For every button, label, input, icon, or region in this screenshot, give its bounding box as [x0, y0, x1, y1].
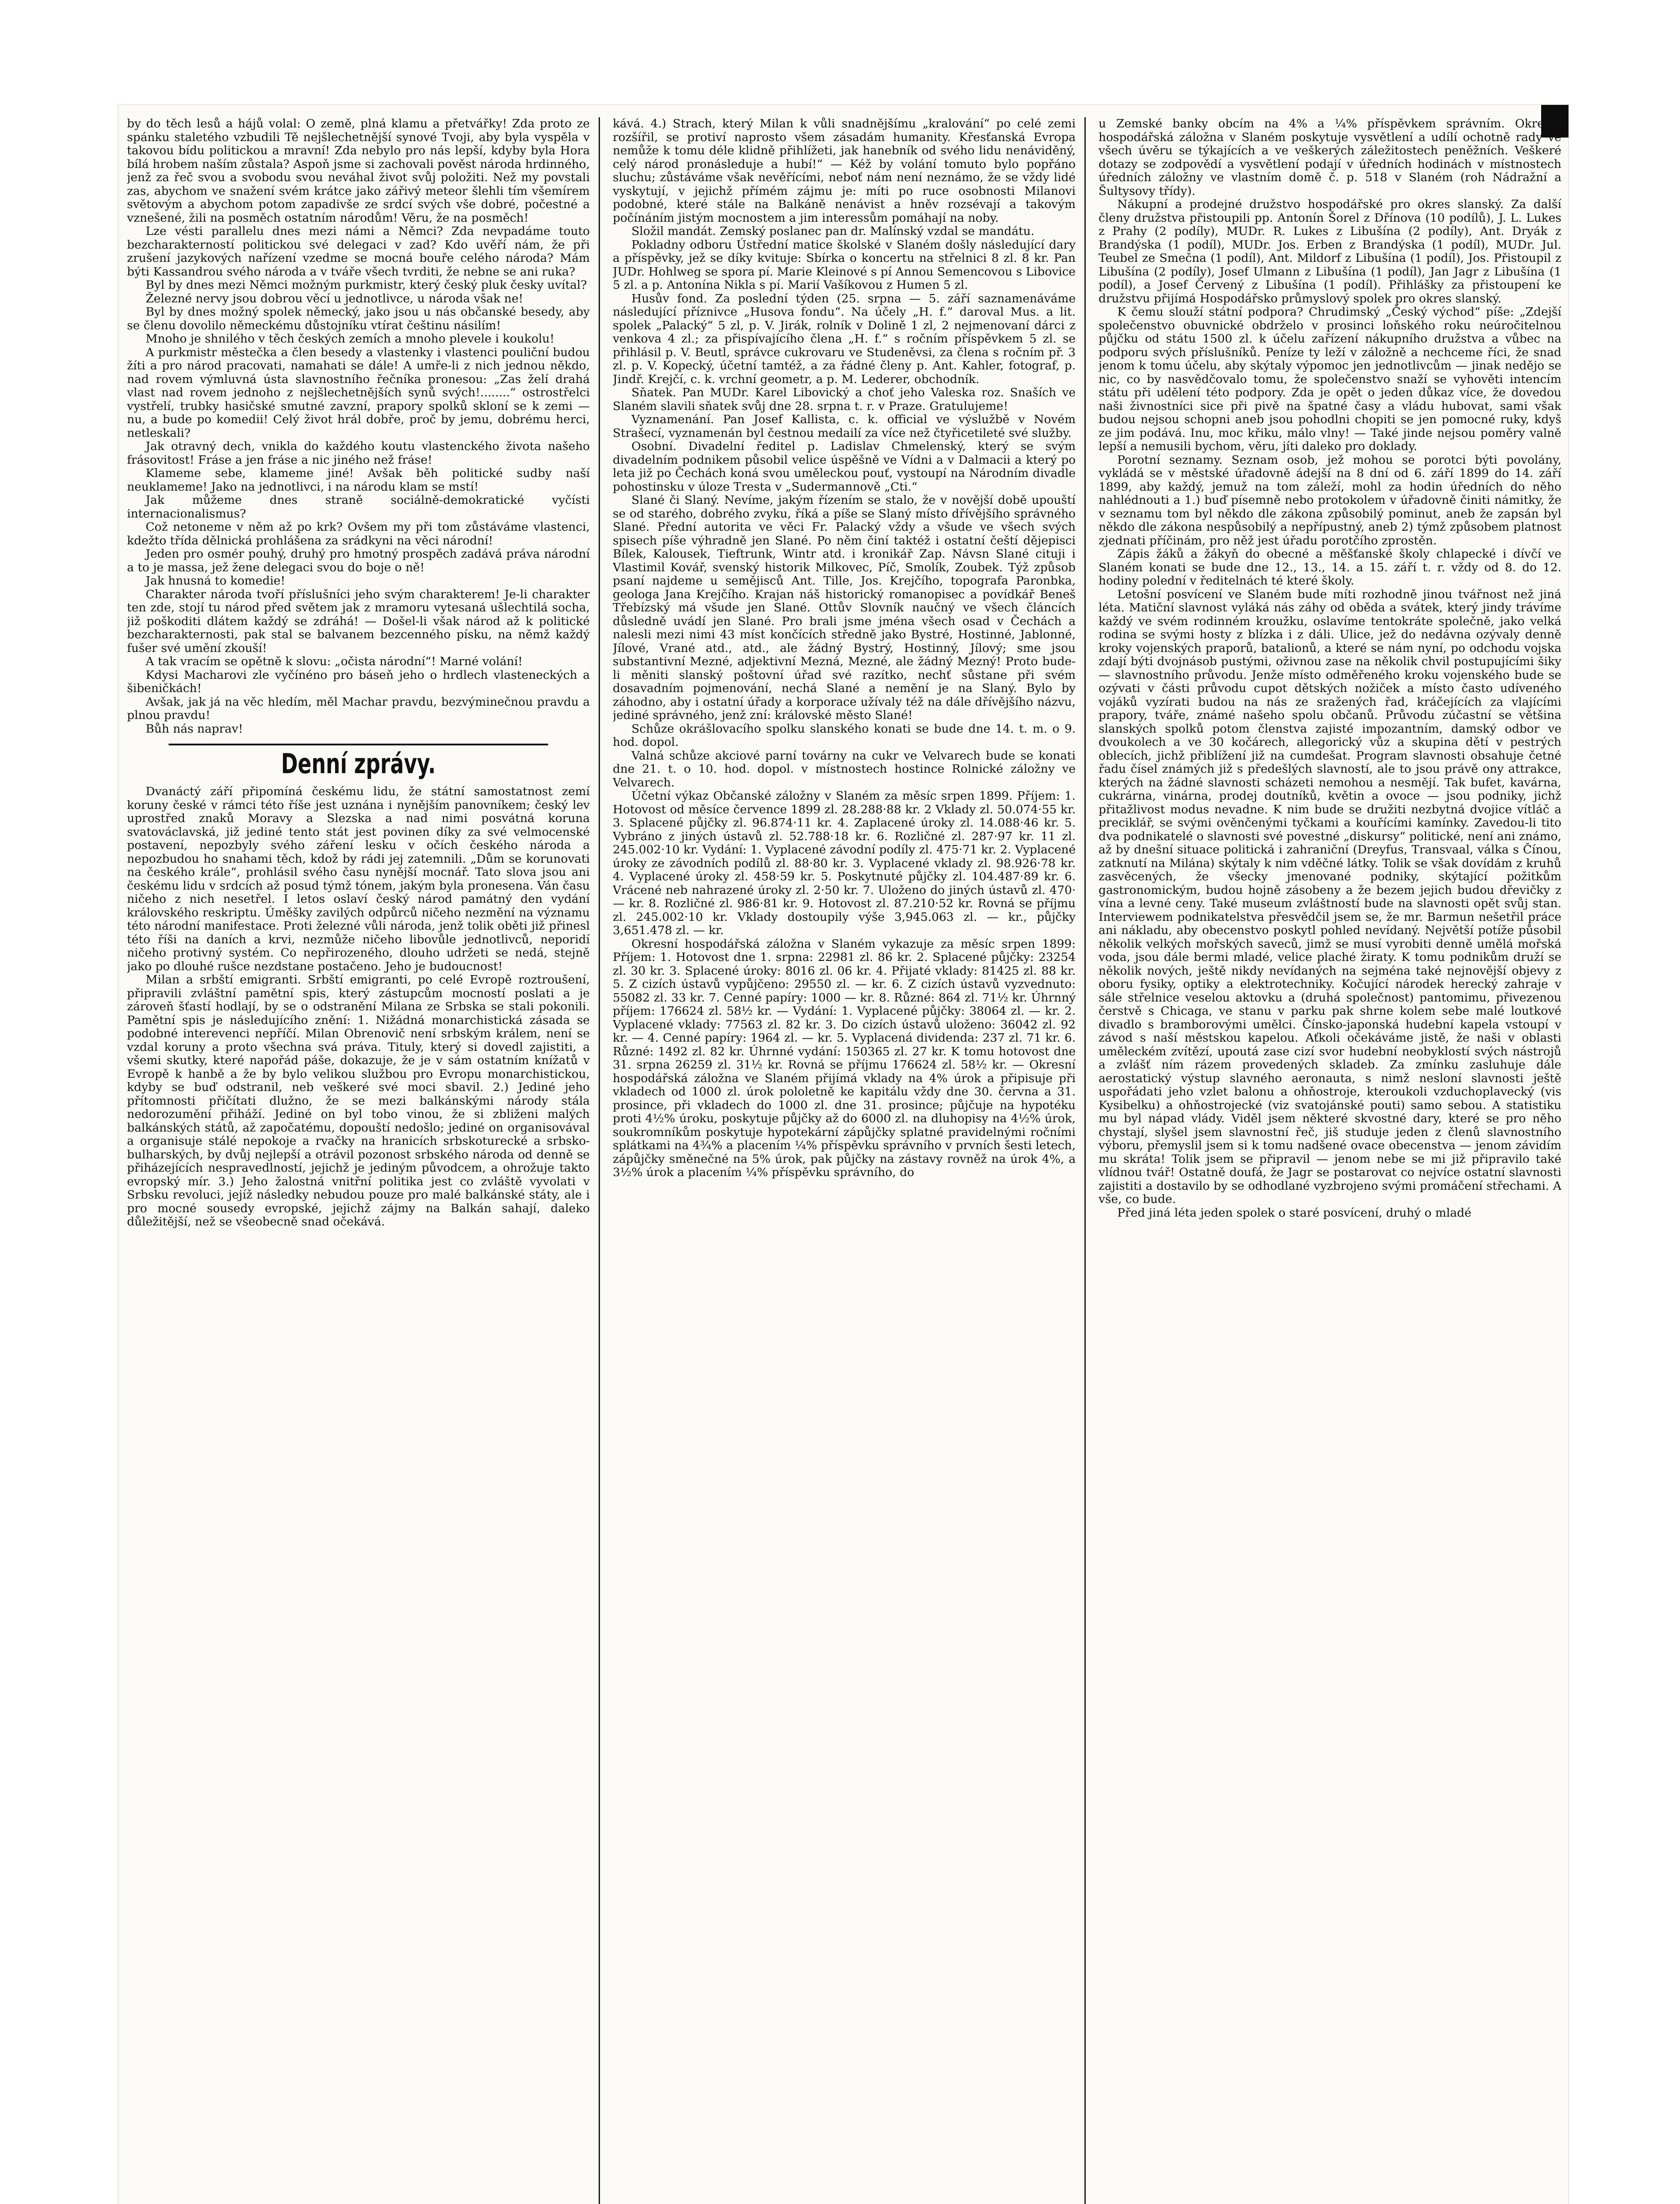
article-text: Jeden pro osmér pouhý, druhý pro hmotný prospěch zadává práva národní a to je massa, jež žene delegaci svou do boje o ně!: [127, 547, 590, 574]
news-item: Před jiná léta jeden spolek o staré posvícení, druhý o mladé: [1117, 1206, 1471, 1220]
column-divider: [599, 117, 600, 2204]
news-item: Vyznamenání. Pan Josef Kallista, c. k. official ve výslužbě v Novém Strašecí, vyznamenán byl čestnou medailí za více než čtyřicetileté své služby.: [613, 413, 1076, 440]
article-text: Mnoho je shnilého v těch českých zemích a mnoho plevele i koukolu!: [145, 332, 555, 346]
article-text: Železné nervy jsou dobrou věcí u jednotlivce, u národa však ne!: [145, 291, 523, 305]
middle-column: [613, 117, 1076, 2204]
article-text: Jak otravný dech, vnikla do každého koutu vlastenckého života našeho frásovitost! Fráse a jen fráse a nic jiného než fráse!: [127, 439, 590, 467]
news-item: Složil mandát. Zemský poslanec pan dr. Malínský vzdal se mandátu.: [631, 224, 1035, 238]
news-item: Zápis žáků a žákyň do obecné a měšťanské školy chlapecké i dívčí ve Slaném konati se bude dne 12., 13., 14. a 15. září t. r. vždy od 8. do 12. hodiny polední v ředitelnách té které školy.: [1099, 547, 1561, 588]
news-item: Dvanáctý září připomíná českému lidu, že státní samostatnost zemí koruny české v rámci této říše jest uznána i nynějším panovníkem; český lev uprostřed znaků Moravy a Slezska a nad nimi posvátná koruna svatováclavská, již jediné tento stát jest povinen díky za své velmocenské postavení, nepozbyly svého záření lesku v očích českého národa a nepozbudou ho snahami těch, kdož by rádi jej zatemnili. „Dům se korunovati na českého krále“, prohlásil svého času nynější mocnář. Tato slova jsou ani českému lidu v srdcích až posud týmž tónem, jakým byla pronesena. Ván času ničeho z nich nesetřel. I letos oslaví český národ památný den vydání královského reskriptu. Úměšky zavilých odpůrců ničeho nezmění na významu této národní manifestace. Proti železné vůli národa, jenž tolik oběti již přinesl této říši na daních a krvi, nezmůže ničeho libovůle jednotlivců, neporidí ničeho protivný systém. Co nepřirozeného, dlouho udržeti se nedá, stejně jako po dlouhé rušce nezdstane postačeno. Jeho je budoucnost!: [127, 785, 590, 973]
news-item: kává. 4.) Strach, který Milan k vůli snadnějšímu „kralování“ po celé zemi rozšířil, se protiví naprosto všem zásadám humanity. Křesťanská Evropa nemůže k tomu déle klidně přihlížeti, jak hanebník od svého lidu nenáviděný, celý národ pronásleduje a hubí!“ — Kéž by volání tomuto bylo popřáno sluchu; zůstáváme však nevěřícími, neboť nám není neznámo, že se vždy lidé vyskytují, v jejichž přímém zájmu je: míti po ruce osobnosti Milanovi podobné, které stále na Balkáně nenávist a hněv rozsévají a takovým počínáním jistým mocnostem a jim interessům pomáhají na noby.: [613, 117, 1076, 225]
news-item: Účetní výkaz Občanské záložny v Slaném za měsíc srpen 1899. Příjem: 1. Hotovost od měsíce července 1899 zl. 28.288·88 kr. 2 Vklady zl. 50.074·55 kr. 3. Splacené půjčky zl. 96.874·11 kr. 4. Zaplacené úroky zl. 14.088·46 kr. 5. Vybráno z jiných ústavů zl. 52.788·18 kr. 6. Rozličné zl. 287·97 kr. 11 zl. 245.002·10 kr. Vydání: 1. Vyplacené závodní podíly zl. 475·71 kr. 2. Vyplacené úroky ze závodních podílů zl. 88·80 kr. 3. Vyplacené vklady zl. 98.926·78 kr. 4. Vyplacené úroky zl. 458·59 kr. 5. Poskytnuté půjčky zl. 104.487·89 kr. 6. Vrácené neb nahrazené úroky zl. 2·50 kr. 7. Uloženo do jiných ústavů zl. 470·— kr. 8. Rozličné zl. 986·81 kr. 9. Hotovost zl. 87.210·52 kr. Rovná se příjmu zl. 245.002·10 kr. Vklady dostoupily výše 3,945.063 zl. — kr., půjčky 3,651.478 zl. — kr.: [613, 789, 1076, 937]
article-text: Charakter národa tvoří příslušníci jeho svým charakterem! Je-li charakter ten zde, stojí tu národ před světem jak z mramoru vytesaná ušlechtilá socha, již poškoditi dlátem každý se zdráhá! — Došel-li však národ až k politické bezcharakternosti, pak stal se balvanem bezcenného písku, na němž každý fušer své umění zkouší!: [127, 587, 590, 655]
news-item: Porotní seznamy. Seznam osob, jež mohou se porotci býti povolány, vykládá se v městské úřadovně ádejší na 8 dní od 6. září 1899 do 14. září 1899, aby každý, jemuž na tom záleží, mohl za hodin úředních do něho nahlédnouti a 1.) buď písemně nebo protokolem v úřadovně činiti námitky, že v seznamu tom byl někdo dle zákona způsobilý pominut, aneb že zapsán byl někdo dle zákona nespůsobilý a nepřípustný, aneb 2) týmž způsobem platnost zjednati příčinám, pro něž jest úřadu porotčího zprostěn.: [1099, 453, 1561, 547]
news-item: Okresní hospodářská záložna v Slaném vykazuje za měsíc srpen 1899: Příjem: 1. Hotovost dne 1. srpna: 22981 zl. 86 kr. 2. Splacené půjčky: 23254 zl. 30 kr. 3. Splacené úroky: 8016 zl. 06 kr. 4. Přijaté vklady: 81425 zl. 88 kr. 5. Z cizích ústavů vypůjčeno: 29550 zl. — kr. 6. Z cizích ústavů vyzvednuto: 55082 zl. 33 kr. 7. Cenné papíry: 1000 — kr. 8. Různé: 864 zl. 71½ kr. Úhrnný příjem: 176624 zl. 58½ kr. — Vydání: 1. Vyplacené půjčky: 38064 zl. — kr. 2. Vyplacené vklady: 77563 zl. 82 kr. 3. Do cizích ústavů uloženo: 36042 zl. 92 kr. — 4. Cenné papíry: 1964 zl. — kr. 5. Vyplacená dividenda: 237 zl. 71 kr. 6. Různé: 1492 zl. 82 kr. Úhrnné vydání: 150365 zl. 27 kr. K tomu hotovost dne 31. srpna 26259 zl. 31½ kr. Rovná se příjmu 176624 zl. 58½ kr. — Okresní hospodářská záložna ve Slaném přijímá vklady na 4% úrok a připisuje při vkladech od 1000 zl. úrok pololetně ke kapitálu vždy dne 30. června a 31. prosince, při vkladech do 1000 zl. dne 31. prosince; půjčuje na hypotéku proti 4½% úroku, poskytuje půjčky až do 6000 zl. na dluhopisy na 4½% úrok, soukromníkům poskytuje hypotekární zápůjčky splatné pravidelnými ročními splátkami na 4¾% a placením ¼% příspěvku správního v prvních šesti letech, zápůjčky směnečné na 5% úrok, pak půjčky na zástavy rovněž na úrok 4%, a 3½% úrok a placením ¼% příspěvku správního, do: [613, 937, 1076, 1179]
news-item: u Zemské banky obcím na 4% a ¼% příspěvkem správním. Okresní hospodářská záložna v Slaném poskytuje vysvětlení a udílí ochotně rady ve všech úvěru se týkajících a ve veškerých záležitostech peněžních. Veškeré dotazy se zodpovědí a vysvětlení podají v úředních hodinách v místnostech úředních záložny ve vlastním domě č. p. 518 v Slaném (roh Nádražní a Šultysovy třídy).: [1099, 117, 1561, 198]
news-item: Milan a srbští emigranti. Srbští emigranti, po celé Evropě roztroušení, připravili zvláštní pamětní spis, který zástupcům mocností poslati a je zároveň šťastí hodlají, by se o odstranění Milana ze Srbska se stali pokonili. Pamětní spis je následujícího znění: 1. Nižádná monarchistická zásada se podobné interevenci nepříčí. Milan Obrenovič není srbským králem, není se vzdal koruny a proto všechna svá práva. Tituly, který si dovedl zajistiti, a všemi skutky, které napořád páše, dokazuje, že je v sám ostatním knížatů v Evropě k hanbě a že by bylo velikou službou pro Evropu monarchistickou, kdyby se buď odstranil, neb veškeré své moci sbavil. 2.) Jediné jeho přítomnosti přičítati dlužno, že se mezi balkánskými národy stála nedorozumění přiháží. Jediné on byl tobo vinou, že si zbliženi malých balkánských států, až započatému, dopouští nedošlo; jediné on organisovával a organisuje stálé nepokoje a rvačky na hranicích srbskoturecké a srbsko-bulharských, by dvůj nejlepší a otrávil pozonost srbského národa od denně se přiházejících nespravedlností, jejichž je jediným původcem, a ohrožuje takto evropský mír. 3.) Jeho žalostná vnitřní politika jest co zvláště vyvolati v Srbsku revoluci, jejíž následky nebudou pouze pro malé balkánské státy, ale i pro mocné sousedy evropské, jejichž zájmy na Balkán sahají, daleko důležitější, než se všeobecně snad očekává.: [127, 973, 590, 1229]
news-item: Slané či Slaný. Nevíme, jakým řízením se stalo, že v novější době upouští se od starého, dobrého zvyku, říká a píše se Slaný místo dřívějšího správného Slané. Přední autorita ve věci Fr. Palacký vždy a všude ve všech svých spisech píše výhradně jen Slané. Po něm činí taktéž i ostatní čeští dějepisci Bílek, Kalousek, Tieftrunk, Wintr atd. i kronikář Zap. Návsn Slané cituji i Vlastimil Kovář, svenský historik Milkovec, Píč, Smolík, Zoubek. Týž způsob psaní najdeme u semějisců Ant. Tille, Jos. Krejčího, topografa Paronbka, geologa Jana Krejčího. Krajan náš historický romanopisec a povídkář Beneš Třebízský má všude jen Slané. Ottův Slovník naučný ve všech článcích důsledně uvádí jen Slané. Pro brali jsme jména všech osad v Čechách a nalesli mezi nimi 43 míst končících středně jako Bystré, Hostinné, Jablonné, Jílové, Vrané atd., atd., ale žádný Bystrý, Hostinný, Jílový; sme jsou substantivní Mezné, adjektivní Mezná, Mezné, ale žádný Mezný! Proto bude-li měniti slanský poštovní úřad své razítko, nechť sůstane při svém dosavadním pojmenování, nechá Slané a nemění je na Slaný. Bylo by záhodno, aby i ostatní úřady a korporace užívaly též na dále dřívějšího názvu, jediné správného, jenž zní: královské město Slané!: [613, 493, 1076, 722]
article-text: Bůh nás naprav!: [145, 722, 243, 736]
article-text: Jak můžeme dnes straně sociálně-demokratické vyčísti internacionalismus?: [127, 493, 590, 521]
article-text: A purkmistr městečka a člen besedy a vlastenky i vlastenci pouliční budou žíti a pro národ pracovati, namahati se dále! A umře-li z nich jednou někdo, nad rovem výmluvná ústa slavnostního řečníka pronesou: „Zas želí drahá vlast nad rovem jednoho z nejšlechetnějších synů svých!........“ ostrostřelci vystřelí, trubky hasičské smutné zavzní, prapory spolků skloní se k zemi — nu, a bude po komedii! Celý život hrál dobře, proč by jemu, dobrému herci, netleskali?: [127, 345, 590, 440]
news-item: K čemu slouží státní podpora? Chrudimský „Český východ“ píše: „Zdejší společenstvo obuvnické obdrželo v prosinci loňského roku neúročitelnou půjčku od státu 1500 zl. k účelu zařízení nákupního družstva a vůbec na podporu svých příslušníků. Peníze ty leží v záložně a nechceme říci, že snad jenom k tomu účelu, aby skýtaly výpomoc jen jednotlivcům — jinak nedějo se nic, co by nasvědčovalo tomu, že společenstvo snaží se vyhověti intencím státu při udělení této podpory. Zda je opět o jeden důkaz více, že dovedou naši živnostníci sice při pivě na špatné časy a vládu hubovat, sami však budou nejsou schopni aneb jsou pohodlni chopiti se jen pomocné ruky, kdyš ze jim podává. Inu, moc křiku, málo vlny! — Také jinde nejsou poměry valně lepší a nemusili bychom, věru, jíti daleko pro doklady.: [1099, 305, 1561, 453]
article-text: Byl by dnes mezi Němci možným purkmistr, který český pluk česky uvítal?: [145, 278, 587, 292]
article-text: Klameme sebe, klameme jiné! Avšak běh politické sudby naší neuklameme! Jako na jednotlivci, i na národu klam se mstí!: [127, 466, 590, 494]
article-text: Jak hnusná to komedie!: [145, 574, 286, 588]
section-title: Denní zprávy.: [169, 744, 548, 781]
article-text: Lze vésti parallelu dnes mezi námi a Němci? Zda nevpadáme touto bezcharakterností politickou své delegaci v zad? Kdo uvěří nám, že při zrušení jazykových nařízení vzedme se mocná bouře celého národa? Mám býti Kassandrou svého národa a v tváře všech tvrditi, že nebne se ani ruka?: [127, 224, 590, 279]
article-text: by do těch lesů a hájů volal: O země, plná klamu a přetvářky! Zda proto ze spánku staletého vzbudili Tě nejšlechetnější synové Tvoji, aby byla vyspěla v takovou bídu politickou a mravní! Zda nebylo pro nás lepší, kdyby byla Hora bílá hrobem naším zůstala? Aspoň jsme si zachovali pověst národa hrdinného, jenž za řeč svou a svobodu svou neváhal život svůj položiti. Než my povstali zas, abychom ve snažení svém krátce jako zářivý meteor šlehli tím všemírem světovým a abychom potom zapadivše ze srdcí svých vše dobré, počestné a vznešené, žili na posměch ostatním národům! Věru, že na posměch!: [127, 117, 590, 225]
article-text: Kdysi Macharovi zle vyčínéno pro báseň jeho o hrdlech vlasteneckých a šibeničkách!: [127, 668, 590, 695]
article-text: Byl by dnes možný spolek německý, jako jsou u nás občanské besedy, aby se členu dovolilo německému důstojníku vtírat češtinu násilím!: [127, 305, 590, 332]
article-text: Což netoneme v něm až po krk? Ovšem my při tom zůstáváme vlastenci, kdežto třída dělnická prohlášena za srádkyni na věci národní!: [127, 520, 590, 547]
news-item: Sňatek. Pan MUDr. Karel Libovický a choť jeho Valeska roz. Snaších ve Slaném slavili sňatek svůj dne 28. srpna t. r. v Praze. Gratulujeme!: [613, 386, 1076, 413]
newspaper-page: [118, 105, 1568, 2204]
news-item: Nákupní a prodejné družstvo hospodářské pro okres slanský. Za další členy družstva přistoupili pp. Antonín Šorel z Dřínova (10 podílů), J. L. Lukes z Prahy (2 podíly), MUDr. R. Lukes z Libušína (2 podíly), Ant. Dryák z Brandýska (1 podíl), MUDr. Jos. Erben z Brandýska (1 podíl), MUDr. Jul. Teubel ze Smečna (1 podíl), Ant. Mildorf z Libušína (1 podíl), Jos. Přistoupil z Libušína (2 podíly), Josef Ulmann z Libušína (1 podíl), Jan Jagr z Libušína (1 podíl), a Josef Červený z Libušína (1 podíl). Přihlášky za přistoupení ke družstvu přijímá Hospodářsko průmyslový spolek pro okres slanský.: [1099, 197, 1561, 305]
news-item: Pokladny odboru Ústřední matice školské v Slaném došly následující dary a příspěvky, jež se díky kvituje: Sbírka o koncertu na střelnici 8 zl. 8 kr. Pan JUDr. Hohlweg se spora pí. Marie Kleinové s pí Annou Semencovou s Libovice 5 zl. a p. Antonína Nikla s pí. Marií Vašíkovou z Humen 5 zl.: [613, 238, 1076, 292]
news-item: Husův fond. Za poslední týden (25. srpna — 5. září saznamenáváme následující příznivce „Husova fondu“. Na účely „H. f.“ daroval Mus. a lit. spolek „Palacký“ 5 zl, p. V. Jirák, rolník v Dolině 1 zl, 2 nejmenovaní dárci z venkova 4 zl.; za přispívajícího člena „H. f.“ s ročním příspěvkem 5 zl. se přihlásil p. V. Beutl, správce cukrovaru ve Studeněvsi, za člena s ročním př. 3 zl. p. V. Kopecký, účetní tamtéž, a za řádné členy p. Ant. Kahler, fotograf, p. Jindř. Krejčí, c. k. vrchní geometr, a p. M. Lederer, obchodník.: [613, 291, 1076, 386]
news-item: Letošní posvícení ve Slaném bude míti rozhodně jinou tvářnost než jiná léta. Matiční slavnost vyláká nás záhy od oběda a svátek, který jindy trávíme každý ve svém rodinném kroužku, oslavíme tentokráte společně, jako velká rodina se svými hosty z blízka i z dáli. Ulice, jež do nedávna ozývaly denně kroky vojenských praporů, batalionů, a které se nám nyní, po odchodu vojska zdají býti dvojnásob pustými, oživnou zase na několik chvil postupujícími šiky — slavnostního průvodu. Jenže místo odměřeného kroku vojenského bude se ozývati v části průvodu cupot dětských nožiček a místo často udíveného vojáků vyzírati budou na nás ze sražených řad, kráčejících za vlajícími prapory, tváře, známé našeho spolu občanů. Průvodu zúčastní se většina slanských spolků potom členstva zajisté impozantním, damský odbor ve dvoukolech a ve 30 kočárech, allegorický vůz a skupina dětí v pestrých oblecích, jichž přiblížení již na cumdešat. Program slavnosti obsahuje četné řadu čísel známých již s předešlých slavností, ale to jsou právě ony attrakce, kterých na žádné slavnosti scházeti nemohou a nesmějí. Tak bufet, kavárna, cukrárna, vinárna, prodej doutníků, květin a ovoce — jsou podniky, jichž přitažlivost modus nevadne. K nim bude se družiti nezbytná dvojice vítláč a preciklář, se svými ověnčenými tyčkami a kouřícími kamínky. Zavedou-li tito dva podnikatelé o slavnosti své povestné „diskursy“ politické, není ani známo, až by dnešní situace politická i zahraniční (Dreyfus, Transvaal, válka s Čínou, zatknutí na Milána) skýtaly k nim vděčné látky. Tolik se však dovídám z kruhů zasvěcených, že všecky jmenované podniky, skýtající požitkům gastronomickým, budou hojně zásobeny a že bezem jejich budou dřevičky z vína a levné ceny. Také museum zvláštností bude na slavnosti opět svůj stan. Interviewem podnikatelstva přesvědčil jsem se, že mr. Barmun nešetřil práce ani nákladu, aby obecenstvo poskytl pohled nevídaný. Největší potíže působil několik velkých mořských saveců, jimž se musí vyrobiti denně umělá mořská voda, jsou dále bermi mladé, velice plaché žiraty. K tomu podnikům druží se několik nových, ještě nikdy nevídaných na sejména také nejnovější objevy z oboru fysiky, optiky a elektrotechniky. Kočující národek herecký zahraje v sále střelnice veselou aktovku a (druhá společnost) pantomimu, přivezenou čerstvě s Chicaga, ve stanu v parku pak shrne kolem sebe malé loutkové divadlo s bramborovými umělci. Čínsko-japonská hudební kapela vstoupí v závod s naší městskou kapelou. Aťkoli očekáváme jistě, že naši v oblasti uměleckém zvítězí, upoutá zase cizí svor hudební neobyklostí svých nástrojů a zvlášť ním rázem provedených skladeb. Za zmínku zasluhuje dále aerostatický výstup slavného aeronauta, s nimž nesloní slavnosti ještě uspořádati jeho vzlet balonu a ohňostroje, kteroukoli vzduchoplavecký (vis Kysibelku) a ohňostrojecké (viz svatojánské pouti) samo sebou. A statistiku mu byl nápad vlády. Viděl jsem některé skvostné dary, které se pro něho chystají, slyšel jsem slavnostní řeč, jiš studuje jeden z členů slavnostního výboru, přemyslil jsem si k tomu nadšené ovace obecenstva — jenom závidím mu skráta! Tolik jsem se připravil — jenom nebe se mi již připravilo také vlídnou tvář! Ostatně doufá, že Jagr se postarovat co nejvíce ostatní slavnosti zajistiti a dostavilo by se odhodlané vyzbrojeno svými promáčení střechami. A vše, co bude.: [1099, 587, 1561, 1206]
news-item: Osobní. Divadelní ředitel p. Ladislav Chmelenský, který se svým divadelním podnikem působil velice úspěšně ve Vídni a v Dalmacii a který po leta již po Čechách koná svou uměleckou pouť, vystoupí na Národním divadle pohostinsku v úloze Tresta v „Sudermannově „Cti.“: [613, 439, 1076, 494]
news-item: Valná schůze akciové parní továrny na cukr ve Velvarech bude se konati dne 21. t. o 10. hod. dopol. v místnostech hostince Rolnické záložny ve Velvarech.: [613, 748, 1076, 789]
column-divider: [1084, 117, 1086, 2204]
right-column: [1099, 117, 1561, 2204]
news-item: Schůze okrášlovacího spolku slanského konati se bude dne 14. t. m. o 9. hod. dopol.: [613, 722, 1076, 749]
article-text: A tak vracím se opětně k slovu: „očista národní“! Marné volání!: [145, 655, 523, 668]
article-text: Avšak, jak já na věc hledím, měl Machar pravdu, bezvýminečnou pravdu a plnou pravdu!: [127, 695, 590, 722]
left-column: [127, 117, 590, 2204]
